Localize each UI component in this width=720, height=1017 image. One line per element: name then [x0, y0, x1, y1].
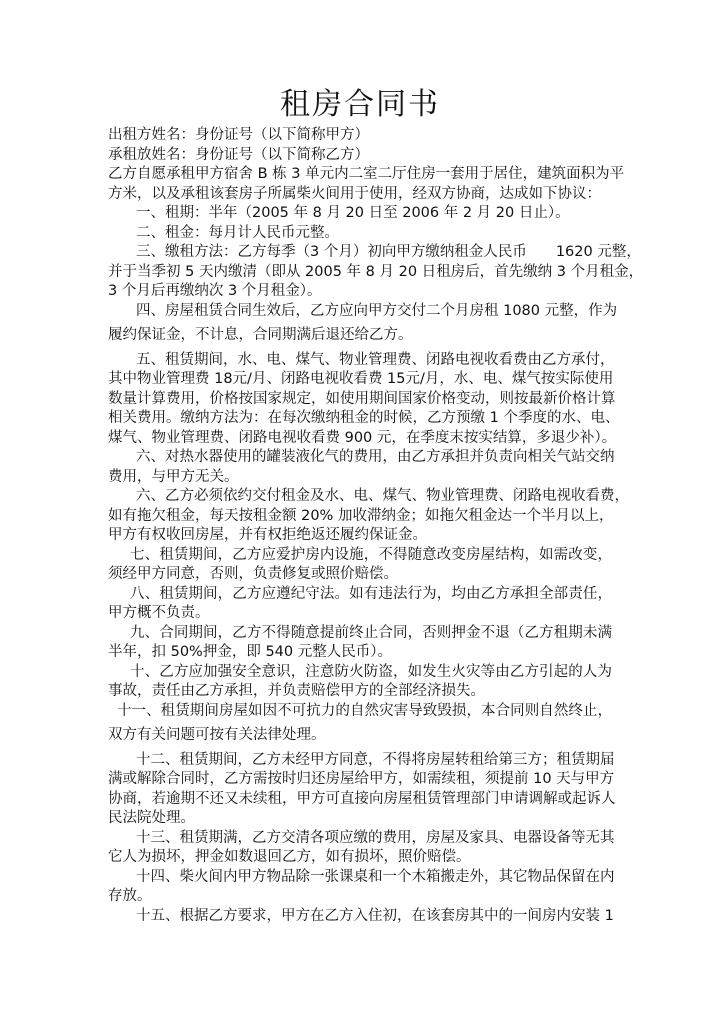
lessee-line: 承租放姓名：身份证号（以下简称乙方） — [108, 146, 369, 163]
clause-6b-line: 如有拖欠租金，每天按租金额 20% 加收滞纳金；如拖欠租金达一个半月以上， — [108, 507, 614, 524]
lessor-line: 出租方姓名：身份证号（以下简称甲方） — [108, 127, 369, 143]
clause-3-line: 并于当季初 5 天内缴清（即从 2005 年 8 月 20 日租房后，首先缴纳 3 个月租金， — [108, 263, 644, 280]
clause-8: 八、租赁期间，乙方应遵纪守法。如有违法行为，均由乙方承担全部责任， — [130, 585, 612, 602]
clause-3-line: 3 个月后再缴纳次 3 个月租金）。 — [108, 283, 322, 299]
clause-14-line: 存放。 — [108, 888, 152, 904]
clause-9-line: 半年，扣 50%押金，即 540 元整人民币）。 — [108, 644, 392, 660]
clause-11: 十一、租赁期间房屋如因不可抗力的自然灾害导致毁损，本合同则自然终止， — [117, 702, 612, 719]
clause-10: 十、乙方应加强安全意识，注意防火防盗，如发生火灾等由乙方引起的人为 — [130, 663, 612, 680]
clause-13-line: 它人为损坏，押金如数退回乙方，如有损坏，照价赔偿。 — [108, 849, 471, 865]
clause-4-line: 履约保证金，不计息，合同期满后退还给乙方。 — [108, 327, 413, 343]
clause-5-line: 其中物业管理费 18元/月、闭路电视收看费 15元/月，水、电、煤气按实际使用 — [108, 371, 614, 387]
clause-7-line: 须经甲方同意，否则，负责修复或照价赔偿。 — [108, 566, 398, 582]
clause-7: 七、租赁期间，乙方应爱护房内设施，不得随意改变房屋结构，如需改变， — [130, 546, 612, 563]
clause-12-line: 协商，若逾期不还又未续租，甲方可直接向房屋租赁管理部门申请调解或起诉人 — [108, 790, 616, 807]
document-title: 租房合同书 — [280, 87, 440, 122]
clause-5-line: 煤气、物业管理费、闭路电视收看费 900 元，在季度末按实结算，多退少补）。 — [108, 429, 617, 446]
intro-line: 方米，以及承租该套房子所属柴火间用于使用，经双方协商，达成如下协议： — [108, 185, 601, 202]
clause-10-line: 事故，责任由乙方承担，并负责赔偿甲方的全部经济损失。 — [108, 683, 485, 699]
clause-8-line: 甲方概不负责。 — [108, 605, 210, 621]
clause-5: 五、租赁期间，水、电、煤气、物业管理费、闭路电视收看费由乙方承付， — [136, 351, 615, 368]
clause-6b-line: 甲方有权收回房屋，并有权拒绝返还履约保证金。 — [108, 527, 427, 543]
clause-14: 十四、柴火间内甲方物品除一张课桌和一个木箱搬走外，其它物品保留在内 — [136, 868, 615, 885]
clause-3: 三、缴租方法：乙方每季（3 个月）初向甲方缴纳租金人民币 1620 元整， — [136, 244, 641, 260]
clause-15: 十五、根据乙方要求，甲方在乙方入住初，在该套房其中的一间房内安装 1 — [136, 907, 614, 924]
clause-12-line: 满或解除合同时，乙方需按时归还房屋给甲方，如需续租，须提前 10 天与甲方 — [108, 771, 615, 787]
clause-1: 一、租期：半年（2005 年 8 月 20 日至 2006 年 2 月 20 日止）。 — [136, 205, 570, 221]
clause-5-line: 数量计算费用，价格按国家规定，如使用期间国家价格变动，则按最新价格计算 — [108, 390, 616, 407]
document-body — [108, 124, 644, 966]
clause-11-line: 双方有关问题可按有关法律处理。 — [108, 727, 326, 743]
clause-13: 十三、租赁期满，乙方交清各项应缴的费用，房屋及家具、电器设备等无其 — [136, 829, 615, 846]
clause-9: 九、合同期间，乙方不得随意提前终止合同，否则押金不退（乙方租期未满 — [130, 624, 612, 641]
clause-6a-line: 费用，与甲方无关。 — [108, 468, 239, 485]
clause-6b: 六、乙方必须依约交付租金及水、电、煤气、物业管理费、闭路电视收看费， — [136, 488, 629, 504]
clause-2: 二、租金：每月计人民币元整。 — [136, 224, 339, 241]
intro-line: 乙方自愿承租甲方宿舍 B 栋 3 单元内二室二厅住房一套用于居住，建筑面积为平 — [108, 166, 625, 182]
clause-5-line: 相关费用。缴纳方法为：在每次缴纳租金的时候，乙方预缴 1 个季度的水、电、 — [108, 410, 620, 426]
clause-12-line: 民法院处理。 — [108, 810, 195, 826]
clause-12: 十二、租赁期间，乙方未经甲方同意，不得将房屋转租给第三方；租赁期届 — [136, 751, 615, 768]
clause-4: 四、房屋租赁合同生效后，乙方应向甲方交付二个月房租 1080 元整，作为 — [136, 302, 618, 319]
clause-6a: 六、对热水器使用的罐装液化气的费用，由乙方承担并负责向相关气站交纳 — [136, 449, 615, 465]
